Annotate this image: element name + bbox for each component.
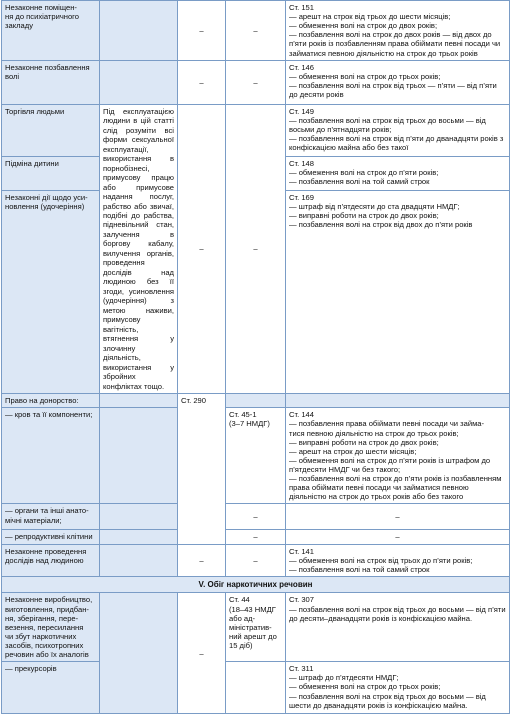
row-name-cell: — кров та її компоненти; <box>2 408 100 504</box>
row-name-cell: Право на донорство: <box>2 394 100 408</box>
penalty-cell: Ст. 149 — позбавлення волі на строк від трьох до восьми — від восьми до п’ятнадцяти років; — позбавлення волі на строк від п’яти до дванадцяти років з конфіскацією майна або без такої <box>286 104 510 156</box>
dash-cell: – <box>226 1 286 61</box>
row-name-cell: Незаконне поміщен- ня до психіатричного закладу <box>2 1 100 61</box>
admin-code-cell: Ст. 45-1 (3–7 НМДГ) <box>226 408 286 504</box>
row-name-cell: Незаконне виробництво, виготовлення, придбан- ня, зберігання, пере- везення, пересилання чи збут наркотичних засобів, психотропних речовин або їх аналогів <box>2 593 100 662</box>
dash-cell: – <box>178 1 226 61</box>
penalty-cell: Ст. 141 — обмеження волі на строк від трьох до п’яти років; — позбавлення волі на той самий строк <box>286 544 510 576</box>
dash-cell: – <box>178 544 226 576</box>
penalty-cell: Ст. 151 — арешт на строк від трьох до шести місяців; — обмеження волі на строк до двох років; — позбавлення волі на строк до двох років — від двох до п’яти років із позбавленням права обіймати певні посади чи займатися певною діяльністю на строк до трьох років <box>286 1 510 61</box>
row-name-cell: — органи та інші анато- мічні матеріали; <box>2 504 100 530</box>
section-heading: V. Обіг наркотичних речовин <box>2 576 510 593</box>
dash-cell: – <box>178 593 226 714</box>
donor-article: Ст. 290 <box>178 394 226 544</box>
admin-code-cell: Ст. 44 (18–43 НМДГ або ад- міністратив- ний арешт до 15 діб) <box>226 593 286 662</box>
dash-cell: – <box>178 60 226 104</box>
row-name-cell: Підміна дитини <box>2 157 100 191</box>
dash-cell: – <box>286 530 510 544</box>
dash-cell: – <box>226 60 286 104</box>
dash-cell: – <box>226 530 286 544</box>
row-name-cell: Незаконне позбавлення волі <box>2 60 100 104</box>
row-name-cell: Незаконні дії щодо уси- новлення (удочеріння) <box>2 190 100 394</box>
penalty-cell: Ст. 307 — позбавлення волі на строк від трьох до восьми — від п’яти до десяти–дванадцяти років із конфіскацією майна. <box>286 593 510 662</box>
exploitation-note: Під експлуатацією людини в цій статті слід розуміти всі форми сексуальної експлуатації, використання в порнобізнесі, примусову працю або примусове надання послуг, рабство або звичаї, подібні до рабства, підневільний стан, залучення в боргову кабалу, вилучення органів, проведення дослідів над людиною без її згоди, усиновлення (удочеріння) з метою наживи, примусову вагітність, втягнення у злочинну діяльність, використання у збройних конфліктах тощо. <box>100 104 178 394</box>
row-name-cell: Торгівля людьми <box>2 104 100 156</box>
dash-cell: – <box>286 504 510 530</box>
crimes-table <box>1 0 510 714</box>
dash-cell: – <box>178 104 226 394</box>
penalty-cell: Ст. 144 — позбавлення права обіймати певні посади чи займа- тися певною діяльністю на строк до трьох років; — виправні роботи на строк до двох років; — арешт на строк до шести місяців; — обмеження волі на строк до п’яти років із штрафом до п’ятдесяти НМДГ чи без такого; — позбавлення волі на строк до п’яти років із позбавленням права обіймати певні посади чи займатися певною діяльністю на строк до трьох років або без такого <box>286 408 510 504</box>
dash-cell: – <box>226 104 286 394</box>
row-name-cell: — прекурсорів <box>2 662 100 714</box>
penalty-cell: Ст. 146 — обмеження волі на строк до трьох років; — позбавлення волі на строк від трьох — п’яти — від п’яти до десяти років <box>286 60 510 104</box>
row-name-cell: — репродуктивні клітини <box>2 530 100 544</box>
row-name-cell: Незаконне проведення дослідів над людиною <box>2 544 100 576</box>
penalty-cell: Ст. 148 — обмеження волі на строк до п’яти років; — позбавлення волі на той самий строк <box>286 157 510 191</box>
penalty-cell: Ст. 169 — штраф від п’ятдесяти до ста двадцяти НМДГ; — виправні роботи на строк до двох років; — позбавлення волі на строк від двох до п’яти років <box>286 190 510 394</box>
dash-cell: – <box>226 504 286 530</box>
penalty-cell: Ст. 311 — штраф до п’ятдесяти НМДГ; — обмеження волі на строк до трьох років; — позбавлення волі на строк від трьох до восьми — від шести до дванадцяти років із конфіскацією майна. <box>286 662 510 714</box>
dash-cell: – <box>226 544 286 576</box>
